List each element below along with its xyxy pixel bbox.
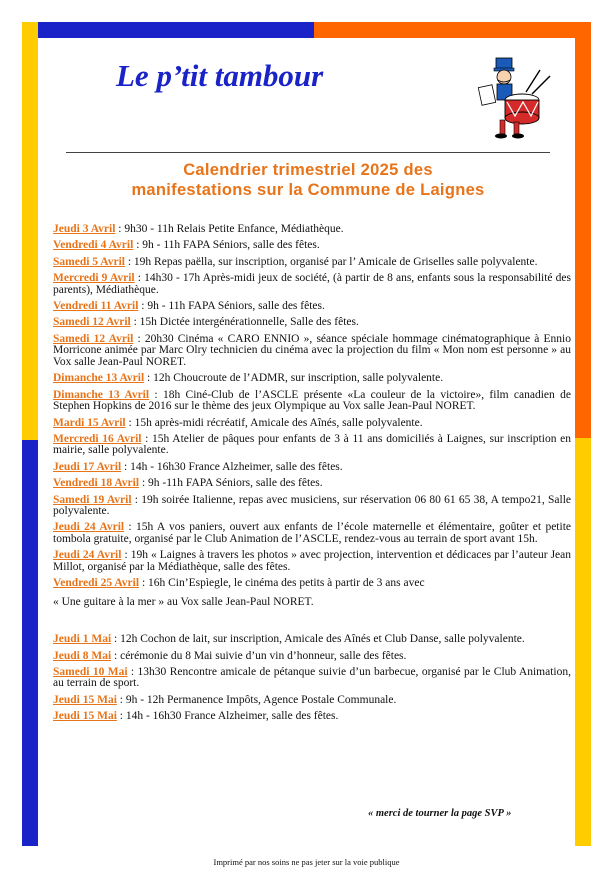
event-date: Vendredi 11 Avril <box>53 300 139 313</box>
drummer-icon <box>470 50 560 142</box>
event-date: Dimanche 13 Avril <box>53 388 150 401</box>
frame-left-yellow <box>22 22 38 440</box>
event-details: : 9h - 11h FAPA Séniors, salle des fêtes. <box>133 239 320 252</box>
event-date: Jeudi 15 Mai <box>53 693 117 706</box>
event-date: Jeudi 24 Avril <box>53 521 125 534</box>
header-divider <box>66 152 550 153</box>
event-date: Samedi 12 Avril <box>53 316 131 329</box>
calendar-heading-line-2: manifestations sur la Commune de Laignes <box>131 181 485 199</box>
frame-top-left-blue <box>22 22 314 38</box>
event-item <box>53 257 571 269</box>
event-item <box>53 418 571 430</box>
event-details: : 9h30 - 11h Relais Petite Enfance, Médiathèque. <box>115 223 344 235</box>
event-details: : 13h30 Rencontre amicale de pétanque suivie d’un barbecue, organisé par le Club Animation, au terrain de sport. <box>53 665 571 690</box>
event-date: Jeudi 1 Mai <box>53 633 112 646</box>
event-item <box>53 711 571 723</box>
frame-left-blue <box>22 440 38 846</box>
event-date: Jeudi 8 Mai <box>53 649 112 662</box>
event-details: : 14h - 16h30 France Alzheimer, salle des fêtes. <box>121 460 343 473</box>
event-date: Jeudi 15 Mai <box>53 710 117 723</box>
event-date: Vendredi 25 Avril <box>53 577 140 590</box>
event-item <box>53 651 571 663</box>
event-details: : 9h - 11h FAPA Séniors, salle des fêtes. <box>138 300 325 313</box>
event-details: : 9h -11h FAPA Séniors, salle des fêtes. <box>139 477 323 490</box>
event-details: : 12h Choucroute de l’ADMR, sur inscription, salle polyvalente. <box>144 372 444 385</box>
event-item <box>53 434 571 457</box>
event-item <box>53 273 571 296</box>
event-item <box>53 522 571 545</box>
event-date: Vendredi 4 Avril <box>53 239 134 252</box>
event-details: : 19h « Laignes à travers les photos » avec projection, intervention et dédicaces par l’auteur Jean Millot, organisé par la Médiathèque, salle des fêtes. <box>53 549 571 573</box>
event-item <box>53 301 571 313</box>
event-date: Samedi 19 Avril <box>53 493 132 506</box>
calendar-heading <box>66 160 550 200</box>
event-item <box>53 578 571 590</box>
event-details: : 20h30 Cinéma « CARO ENNIO », séance spéciale hommage cinématographique à Ennio Morricone animée par Marc Olry technicien du cinéma avec la projection du film « Mon nom est personne » au Vox salle Jean-Paul NORET. <box>53 332 571 368</box>
month-separator <box>53 613 571 634</box>
event-details: : 15h Dictée intergénérationnelle, Salle des fêtes. <box>130 316 359 329</box>
event-item <box>53 240 571 252</box>
event-details: : 15h après-midi récréatif, Amicale des Aînés, salle polyvalente. <box>125 416 423 429</box>
event-item <box>53 317 571 329</box>
event-details: : 9h - 12h Permanence Impôts, Agence Postale Communale. <box>116 693 397 706</box>
event-item <box>53 224 571 236</box>
event-date: Jeudi 17 Avril <box>53 460 122 473</box>
turn-page-note: « merci de tourner la page SVP » <box>368 808 512 819</box>
event-details: : 19h Repas paëlla, sur inscription, organisé par l’ Amicale de Griselles salle polyvalente. <box>124 255 538 268</box>
event-list <box>53 224 571 728</box>
event-date: Samedi 10 Mai <box>53 665 128 678</box>
frame-right-orange <box>575 22 591 438</box>
event-item <box>53 695 571 707</box>
event-item <box>53 390 571 413</box>
frame-right-yellow <box>575 438 591 846</box>
event-item <box>53 667 571 690</box>
event-details: : 14h30 - 17h Après-midi jeux de société, (à partir de 8 ans, enfants sous la responsabilité des parents), Médiathèque. <box>53 272 571 296</box>
event-details: : 18h Ciné-Club de l’ASCLE présente «La couleur de la victoire», film canadien de Stephen Hopkins de 2016 sur le thème des jeux Olympique au Vox salle Jean-Paul NORET. <box>53 388 571 413</box>
newsletter-title: Le p’tit tambour <box>116 58 324 93</box>
event-item <box>53 373 571 385</box>
event-item <box>53 495 571 518</box>
event-item <box>53 462 571 474</box>
calendar-heading-line-1: Calendrier trimestriel 2025 des <box>183 161 433 179</box>
event-continuation: « Une guitare à la mer » au Vox salle Jean-Paul NORET. <box>53 595 314 608</box>
event-details: : 19h soirée Italienne, repas avec musiciens, sur réservation 06 80 61 65 38, A tempo21, Salle polyvalente. <box>53 493 571 518</box>
event-date: Samedi 12 Avril <box>53 332 134 345</box>
event-details: : 15h Atelier de pâques pour enfants de 3 à 11 ans domiciliés à Laignes, sur inscription en mairie, salle polyvalente. <box>53 432 571 457</box>
event-item <box>53 550 571 573</box>
event-date: Mercredi 9 Avril <box>53 272 135 285</box>
event-details: : 16h Cin’Espìegle, le cinéma des petits à partir de 3 ans avec <box>139 577 425 590</box>
event-details: : 12h Cochon de lait, sur inscription, Amicale des Aînés et Club Danse, salle polyvalente. <box>111 633 525 646</box>
event-date: Dimanche 13 Avril <box>53 372 145 385</box>
event-item <box>53 478 571 490</box>
event-item <box>53 334 571 369</box>
event-date: Mardi 15 Avril <box>53 416 126 429</box>
event-details: : 15h A vos paniers, ouvert aux enfants de l’école maternelle et élémentaire, goûter et petite tombola gratuite, organisé par le Club Animation de l’ASCLE, rendez-vous au terrain de sport avant 15h. <box>53 521 571 545</box>
event-date: Mercredi 16 Avril <box>53 432 142 445</box>
event-date: Jeudi 3 Avril <box>53 223 116 235</box>
event-date: Vendredi 18 Avril <box>53 477 140 490</box>
frame-top-right-orange <box>314 22 591 38</box>
event-details: : 14h - 16h30 France Alzheimer, salle des fêtes. <box>116 710 339 723</box>
printing-notice: Imprimé par nos soins ne pas jeter sur la voie publique <box>213 857 400 867</box>
event-date: Samedi 5 Avril <box>53 255 125 268</box>
event-item <box>53 634 571 646</box>
event-details: : cérémonie du 8 Mai suivie d’un vin d’honneur, salle des fêtes. <box>111 649 407 662</box>
event-date: Jeudi 24 Avril <box>53 549 122 562</box>
